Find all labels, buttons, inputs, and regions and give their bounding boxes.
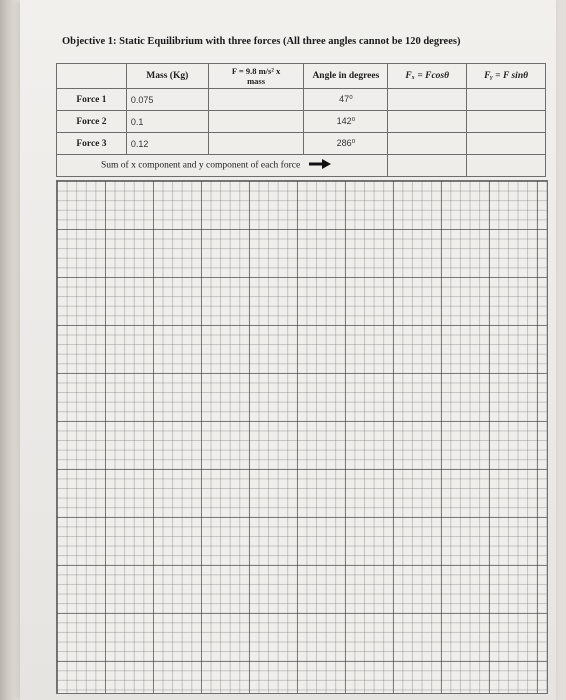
fy-cell[interactable] [467,111,546,133]
objective-title: Objective 1: Static Equilibrium with three forces (All three angles cannot be 120 degrees) [62,36,461,47]
table-row [57,133,546,155]
fy-cell[interactable] [467,133,546,155]
fx-cell[interactable] [388,89,467,111]
forces-table [56,63,546,177]
worksheet-page [20,0,556,700]
row-label: Force 1 [57,89,127,111]
sum-row [57,155,546,177]
graph-paper-grid[interactable] [56,180,548,694]
sum-label-cell [57,155,388,177]
header-force-line1: F = 9.8 m/s² x [231,66,281,76]
header-empty-cell [57,64,127,89]
angle-cell[interactable]: 286⁰ [304,133,388,155]
force-cell[interactable] [208,133,304,155]
sum-fy-cell[interactable] [467,155,546,177]
table-row [57,89,546,111]
table-row [57,111,546,133]
fx-cell[interactable] [388,133,467,155]
header-fy: Fᵧ = F sinθ [467,64,546,89]
header-force-line2: mass [247,76,266,86]
mass-cell[interactable]: 0.12 [126,133,208,155]
angle-cell[interactable]: 142⁰ [304,111,388,133]
mass-cell[interactable]: 0.075 [126,89,208,111]
header-angle: Angle in degrees [304,64,388,89]
header-fx: Fₓ = Fcosθ [388,64,467,89]
row-label: Force 2 [57,111,127,133]
arrow-right-icon [309,159,331,172]
force-cell[interactable] [208,89,304,111]
angle-cell[interactable]: 47⁰ [304,89,388,111]
force-cell[interactable] [208,111,304,133]
mass-cell[interactable]: 0.1 [126,111,208,133]
fy-cell[interactable] [467,89,546,111]
header-force [208,64,304,89]
table-header-row [57,64,546,89]
sum-label: Sum of x component and y component of each force [101,160,301,171]
row-label: Force 3 [57,133,127,155]
header-mass: Mass (Kg) [126,64,208,89]
fx-cell[interactable] [388,111,467,133]
sum-fx-cell[interactable] [388,155,467,177]
